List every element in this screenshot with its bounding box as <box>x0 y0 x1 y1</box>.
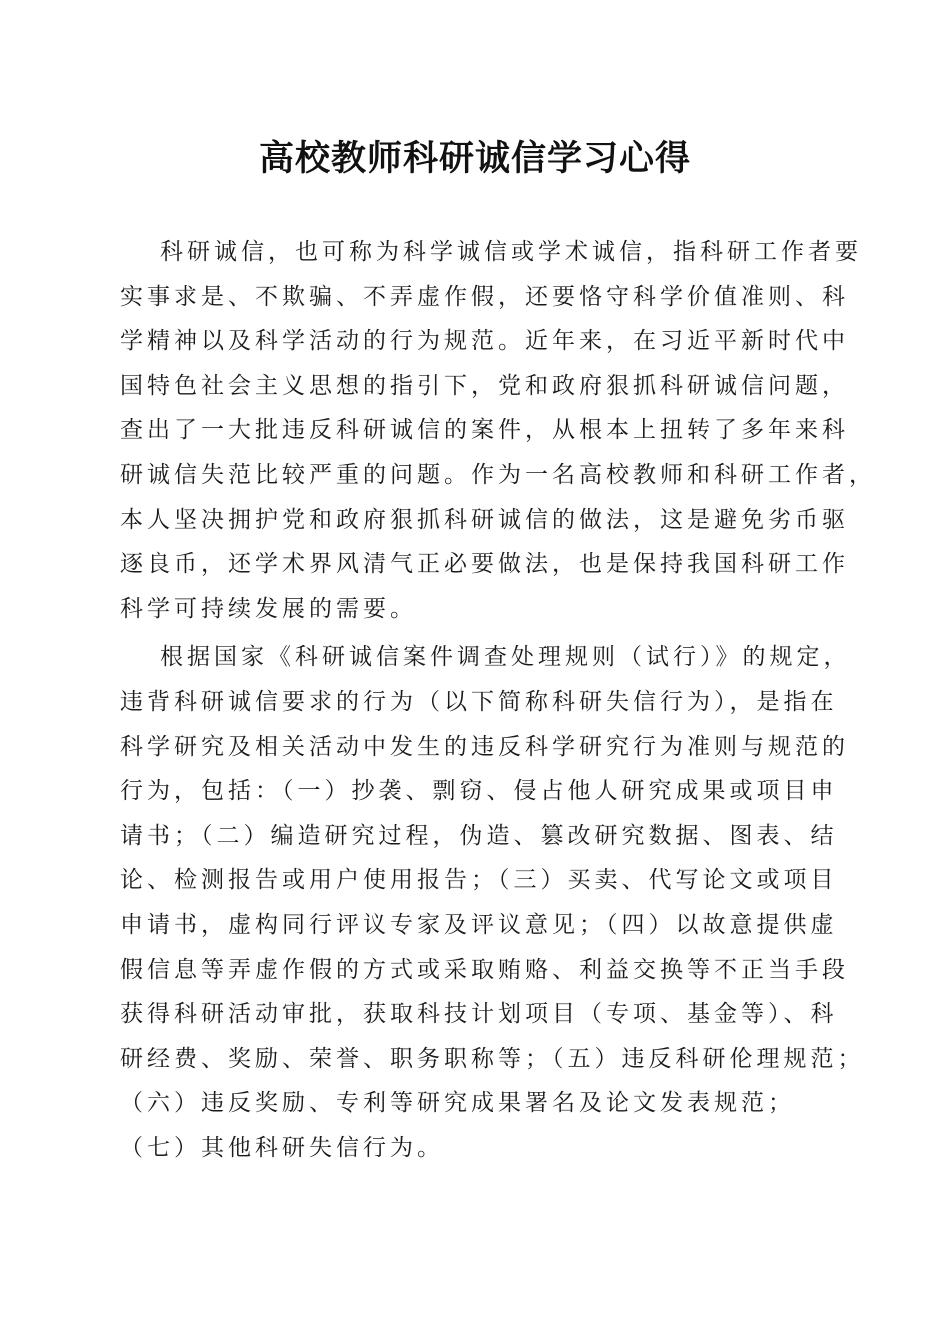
text-line: 学精神以及科学活动的行为规范。近年来，在习近平新时代中 <box>120 328 849 355</box>
text-line: （七）其他科研失信行为。 <box>120 1134 444 1161</box>
text-line: 请书；（二）编造研究过程，伪造、篡改研究数据、图表、结 <box>120 822 838 849</box>
text-line: 本人坚决拥护党和政府狠抓科研诚信的做法，这是避免劣币驱 <box>120 506 849 533</box>
document-body <box>120 230 876 1170</box>
text-line: 科学研究及相关活动中发生的违反科学研究行为准则与规范的 <box>120 733 849 760</box>
text-line: 申请书，虚构同行评议专家及评议意见；（四）以故意提供虚 <box>120 911 838 938</box>
text-line: 根据国家《科研诚信案件调查处理规则（试行）》的规定， <box>160 644 851 671</box>
text-line: 行为，包括：（一）抄袭、剽窃、侵占他人研究成果或项目申 <box>120 778 838 805</box>
paragraph-2 <box>120 635 865 1170</box>
text-line: 违背科研诚信要求的行为（以下简称科研失信行为），是指在 <box>120 688 838 715</box>
text-line: 论、检测报告或用户使用报告；（三）买卖、代写论文或项目 <box>120 867 838 894</box>
text-line: 科学可持续发展的需要。 <box>120 595 417 622</box>
text-line: 查出了一大批违反科研诚信的案件，从根本上扭转了多年来科 <box>120 417 849 444</box>
text-line: 假信息等弄虚作假的方式或采取贿赂、利益交换等不正当手段 <box>120 956 849 983</box>
text-line: 国特色社会主义思想的指引下，党和政府狠抓科研诚信问题， <box>120 372 849 399</box>
text-line: 实事求是、不欺骗、不弄虚作假，还要恪守科学价值准则、科 <box>120 283 849 310</box>
text-line: 科研诚信，也可称为科学诚信或学术诚信，指科研工作者要 <box>160 239 862 265</box>
text-line: （六）违反奖励、专利等研究成果署名及论文发表规范； <box>120 1090 795 1117</box>
text-line: 研经费、奖励、荣誉、职务职称等；（五）违反科研伦理规范； <box>120 1045 865 1072</box>
document-title: 高校教师科研诚信学习心得 <box>258 138 691 179</box>
paragraph-1 <box>120 230 876 631</box>
text-line: 获得科研活动审批，获取科技计划项目（专项、基金等）、科 <box>120 1001 838 1028</box>
text-line: 研诚信失范比较严重的问题。作为一名高校教师和科研工作者， <box>120 461 876 488</box>
text-line: 逐良币，还学术界风清气正必要做法，也是保持我国科研工作 <box>120 551 849 578</box>
